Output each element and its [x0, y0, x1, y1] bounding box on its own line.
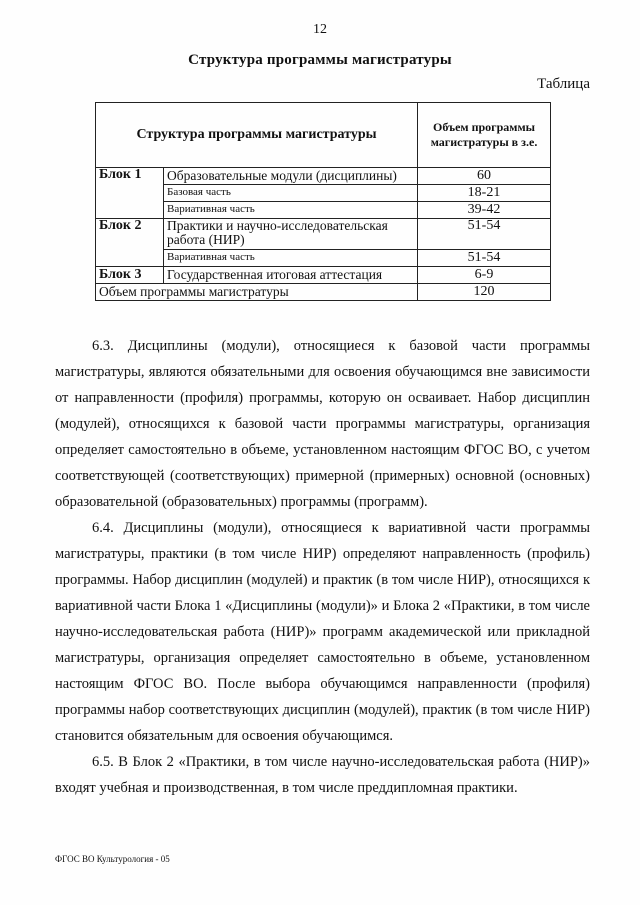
row-name: Вариативная часть — [164, 250, 418, 267]
header-volume: Объем программы магистратуры в з.е. — [418, 103, 551, 168]
paragraph-6-4: 6.4. Дисциплины (модули), относящиеся к вариативной части программы магистратуры, практики (в том числе НИР) определяют направленность (профиль) программы. Набор дисциплин (модулей) и практик (в том числе НИР), относящихся к вариативной части Блока 1 «Дисциплины (модули)» и Блока 2 «Практики, в том числе научно-исследовательская работа (НИР)» программ академической или прикладной магистратуры, организация определяет самостоятельно в объеме, установленном настоящим ФГОС ВО. После выбора обучающимся направленности (профиля) программы набор соответствующих дисциплин (модулей), практик (в том числе НИР) становится обязательным для освоения обучающимся. — [55, 520, 590, 744]
table-label: Таблица — [537, 76, 590, 92]
row-value: 18-21 — [418, 185, 551, 202]
total-name: Объем программы магистратуры — [96, 284, 418, 301]
table-row — [96, 185, 551, 202]
row-value: 6-9 — [418, 267, 551, 284]
table-row — [96, 219, 551, 250]
table-row — [96, 267, 551, 284]
program-structure-table — [95, 102, 551, 301]
table-row — [96, 250, 551, 267]
row-value: 60 — [418, 168, 551, 185]
row-name: Образовательные модули (дисциплины) — [164, 168, 418, 185]
row-value: 51-54 — [418, 219, 551, 250]
paragraph-6-3: 6.3. Дисциплины (модули), относящиеся к базовой части программы магистратуры, являются обязательными для освоения обучающимся вне зависимости от направленности (профиля) программы, которую он осваивает. Набор дисциплин (модулей), относящихся к базовой части программы магистратуры, организация определяет самостоятельно в объеме, установленном настоящим ФГОС ВО, с учетом соответствующей (соответствующих) примерной (примерных) основной (основных) образовательной (образовательных) программы (программ). — [55, 338, 590, 510]
body-text — [55, 333, 590, 801]
block1-label: Блок 1 — [96, 168, 164, 219]
row-name: Практики и научно-исследовательская работа (НИР) — [164, 219, 418, 250]
page-number: 12 — [313, 22, 327, 37]
page-title: Структура программы магистратуры — [188, 52, 452, 68]
table-row — [96, 168, 551, 185]
row-name: Государственная итоговая аттестация — [164, 267, 418, 284]
block3-label: Блок 3 — [96, 267, 164, 284]
header-structure: Структура программы магистратуры — [96, 103, 418, 168]
block2-label: Блок 2 — [96, 219, 164, 267]
row-value: 39-42 — [418, 202, 551, 219]
paragraph-6-5: 6.5. В Блок 2 «Практики, в том числе научно-исследовательская работа (НИР)» входят учебная и производственная, в том числе преддипломная практики. — [55, 754, 590, 796]
total-value: 120 — [418, 284, 551, 301]
table-header-row — [96, 103, 551, 168]
table-row — [96, 202, 551, 219]
footer-note: ФГОС ВО Культурология - 05 — [55, 854, 170, 864]
row-name: Вариативная часть — [164, 202, 418, 219]
row-name: Базовая часть — [164, 185, 418, 202]
table-total-row — [96, 284, 551, 301]
row-value: 51-54 — [418, 250, 551, 267]
